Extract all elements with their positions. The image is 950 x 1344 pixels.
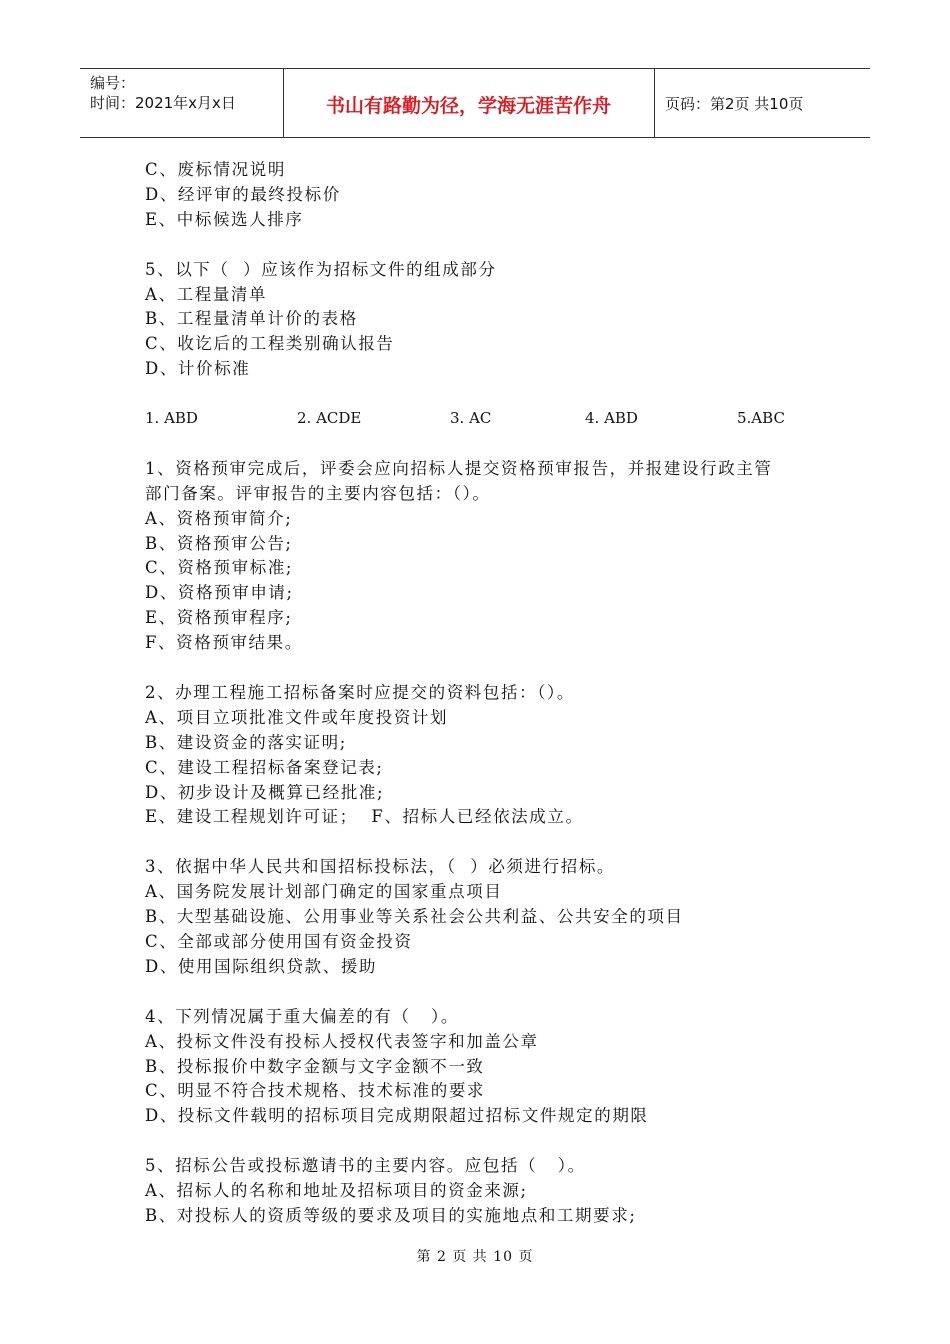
text-line: 部门备案。评审报告的主要内容包括：（）。 [145, 483, 491, 503]
text-line: A、投标文件没有投标人授权代表签字和加盖公章 [145, 1031, 539, 1051]
text-line: A、项目立项批准文件或年度投资计划 [145, 707, 449, 727]
answer-1: 1. ABD [145, 409, 198, 428]
text-line: C、全部或部分使用国有资金投资 [145, 932, 413, 951]
serial-label: 编号： [90, 74, 136, 92]
blank-line [145, 233, 845, 258]
text-line: 5、招标公告或投标邀请书的主要内容。应包括（ ）。 [145, 1156, 586, 1176]
header-left-cell [80, 69, 284, 137]
text-line: 2、办理工程施工招标备案时应提交的资料包括：（）。 [145, 682, 575, 702]
header-right-cell [655, 69, 870, 137]
text-line: C、明显不符合技术规格、技术标准的要求 [145, 1081, 486, 1101]
blank-line [145, 1129, 845, 1154]
page-info: 页码：第2页 共10页 [665, 95, 804, 113]
text-line: D、使用国际组织贷款、援助 [145, 956, 378, 976]
answer-4: 4. ABD [585, 409, 638, 428]
text-line: E、建设工程规划许可证； F、招标人已经依法成立。 [145, 807, 584, 827]
motto-text: 书山有路勤为径，学海无涯苦作舟 [325, 95, 611, 117]
date-label: 时间：2021年x月x日 [90, 94, 236, 112]
text-line: 5、以下（ ）应该作为招标文件的组成部分 [145, 259, 497, 279]
text-line: B、资格预审公告; [145, 533, 293, 553]
answer-row [145, 407, 845, 432]
blank-line [145, 656, 845, 681]
text-line: 1、资格预审完成后，评委会应向招标人提交资格预审报告，并报建设行政主管 [145, 458, 773, 478]
page-footer: 第 2 页 共 10 页 [416, 1249, 534, 1265]
text-line: 3、依据中华人民共和国招标投标法，（ ）必须进行招标。 [145, 857, 616, 877]
text-line: C、收讫后的工程类别确认报告 [145, 334, 395, 354]
blank-line [145, 980, 845, 1005]
text-line: A、资格预审简介; [145, 508, 293, 528]
question-block-1 [145, 158, 845, 407]
text-line: 4、下列情况属于重大偏差的有（ ）。 [145, 1006, 459, 1026]
answer-3: 3. AC [450, 409, 492, 428]
question-block-2 [145, 432, 845, 1229]
text-line: B、建设资金的落实证明; [145, 732, 347, 752]
header-motto-cell [283, 69, 655, 137]
text-line: D、资格预审申请; [145, 583, 294, 603]
answer-2: 2. ACDE [297, 409, 362, 428]
text-line: B、工程量清单计价的表格 [145, 309, 358, 329]
text-line: E、资格预审程序; [145, 608, 293, 628]
blank-line [145, 830, 845, 855]
document-body [145, 158, 845, 1229]
text-line: B、大型基础设施、公用事业等关系社会公共利益、公共安全的项目 [145, 907, 684, 927]
blank-line [145, 382, 845, 407]
text-line: F、资格预审结果。 [145, 633, 303, 653]
text-line: D、投标文件载明的招标项目完成期限超过招标文件规定的期限 [145, 1106, 649, 1126]
text-line: A、招标人的名称和地址及招标项目的资金来源; [145, 1181, 528, 1201]
text-line: C、建设工程招标备案登记表; [145, 757, 384, 777]
text-line: D、计价标准 [145, 359, 251, 379]
blank-line [145, 432, 845, 457]
answer-5: 5.ABC [737, 409, 785, 428]
text-line: E、中标候选人排序 [145, 209, 304, 229]
page-header [80, 68, 870, 138]
text-line: C、资格预审标准; [145, 558, 294, 578]
text-line: C、废标情况说明 [145, 160, 286, 179]
text-line: A、工程量清单 [145, 284, 268, 304]
text-line: B、对投标人的资质等级的要求及项目的实施地点和工期要求; [145, 1205, 637, 1225]
text-line: D、初步设计及概算已经批准; [145, 782, 385, 802]
text-line: D、经评审的最终投标价 [145, 184, 341, 204]
text-line: A、国务院发展计划部门确定的国家重点项目 [145, 882, 503, 902]
text-line: B、投标报价中数字金额与文字金额不一致 [145, 1056, 485, 1076]
